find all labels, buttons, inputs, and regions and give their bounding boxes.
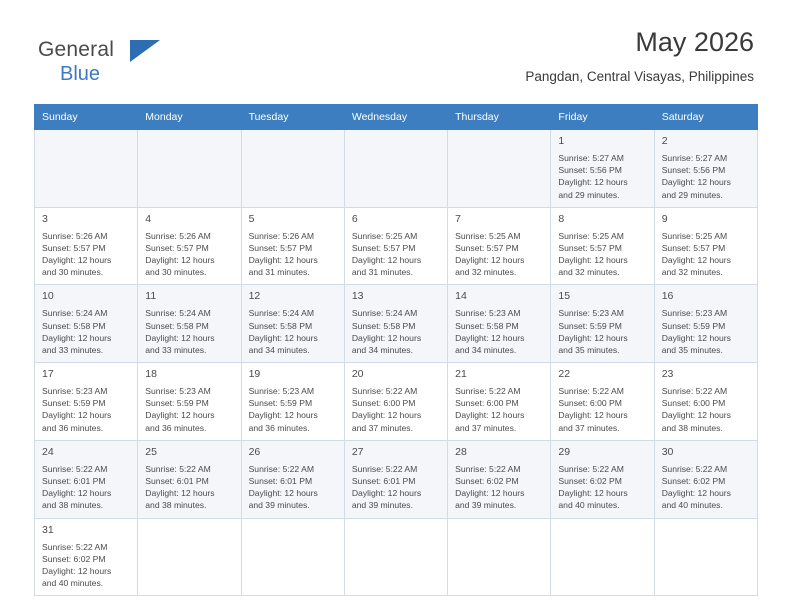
day-info-line: and 30 minutes. xyxy=(145,267,207,278)
day-info-line: and 39 minutes. xyxy=(351,500,413,511)
day-info-line: and 37 minutes. xyxy=(351,422,413,433)
calendar-day-cell[interactable] xyxy=(654,285,757,363)
day-info-line: Sunset: 5:58 PM xyxy=(248,320,313,331)
day-number: 2 xyxy=(661,135,668,147)
day-info-line: Daylight: 12 hours xyxy=(42,565,112,576)
day-info-line: Sunrise: 5:22 AM xyxy=(455,386,521,397)
day-info-line: and 35 minutes. xyxy=(661,344,723,355)
day-number: 29 xyxy=(558,445,571,458)
day-info-line: and 38 minutes. xyxy=(661,422,723,433)
day-info-line: Sunset: 6:01 PM xyxy=(42,475,106,486)
day-info-line: Sunset: 6:01 PM xyxy=(145,475,209,486)
day-info-line: Sunrise: 5:25 AM xyxy=(455,230,521,241)
day-info-line: Daylight: 12 hours xyxy=(558,410,628,421)
day-info-line: Sunrise: 5:26 AM xyxy=(42,230,108,241)
weekday-header-row xyxy=(35,105,758,130)
day-number: 6 xyxy=(351,212,358,225)
day-number: 3 xyxy=(42,212,48,225)
day-info-line: Daylight: 12 hours xyxy=(455,410,525,421)
day-info-line: Sunset: 5:58 PM xyxy=(351,320,416,331)
calendar-empty-cell xyxy=(138,518,241,596)
day-number: 23 xyxy=(661,368,674,381)
day-info-line: Sunrise: 5:22 AM xyxy=(145,463,211,474)
day-info-line: Daylight: 12 hours xyxy=(661,410,731,421)
calendar-week-row xyxy=(35,130,758,208)
calendar-week-row xyxy=(35,440,758,518)
day-number: 31 xyxy=(42,523,54,536)
day-info-line: Daylight: 12 hours xyxy=(145,255,215,266)
calendar-empty-cell xyxy=(344,518,447,596)
day-info-line: and 38 minutes. xyxy=(145,500,207,511)
page-header xyxy=(34,22,758,96)
calendar-day-cell[interactable] xyxy=(551,130,654,208)
day-info-line: Daylight: 12 hours xyxy=(42,410,112,421)
day-info-line: Sunset: 5:59 PM xyxy=(558,320,622,331)
day-number: 22 xyxy=(558,368,571,381)
day-info-line: Daylight: 12 hours xyxy=(42,255,112,266)
calendar-empty-cell xyxy=(241,518,344,596)
day-info-line: Daylight: 12 hours xyxy=(248,488,318,499)
day-info-line: Sunset: 6:01 PM xyxy=(248,475,313,486)
calendar-day-cell[interactable] xyxy=(654,440,757,518)
day-info-line: Daylight: 12 hours xyxy=(455,488,525,499)
day-number: 18 xyxy=(145,368,157,381)
blue-flag-icon xyxy=(130,40,160,62)
day-info-line: Sunrise: 5:23 AM xyxy=(661,308,728,319)
day-info-line: Sunset: 6:02 PM xyxy=(42,553,106,564)
calendar-day-cell[interactable] xyxy=(138,207,241,285)
day-info-line: Sunrise: 5:22 AM xyxy=(558,463,624,474)
weekday-header-tuesday: Tuesday xyxy=(241,105,344,130)
day-number: 24 xyxy=(42,445,54,458)
day-info-line: Sunset: 5:59 PM xyxy=(42,398,106,409)
calendar-empty-cell xyxy=(551,518,654,596)
day-info-line: Sunrise: 5:22 AM xyxy=(558,386,624,397)
calendar-week-row xyxy=(35,518,758,596)
day-info-line: and 32 minutes. xyxy=(455,267,517,278)
day-info-line: Sunset: 5:56 PM xyxy=(558,165,622,176)
calendar-day-cell[interactable] xyxy=(344,440,447,518)
day-info-line: Sunrise: 5:25 AM xyxy=(351,230,418,241)
calendar-empty-cell xyxy=(138,130,241,208)
day-info-line: Sunset: 5:58 PM xyxy=(455,320,519,331)
calendar-day-cell[interactable] xyxy=(241,207,344,285)
title-block xyxy=(525,28,754,84)
day-number: 21 xyxy=(455,368,467,381)
day-info-line: Sunrise: 5:27 AM xyxy=(558,152,624,163)
day-info-line: and 34 minutes. xyxy=(455,344,517,355)
weekday-header-wednesday: Wednesday xyxy=(344,105,447,130)
day-info-line: Sunrise: 5:22 AM xyxy=(661,386,728,397)
day-number: 7 xyxy=(455,212,461,225)
calendar-day-cell[interactable] xyxy=(35,285,138,363)
day-number: 1 xyxy=(558,135,565,147)
calendar-day-cell[interactable] xyxy=(551,363,654,441)
logo-word-general: General xyxy=(38,38,115,61)
day-info-line: Sunrise: 5:24 AM xyxy=(145,308,211,319)
calendar-body xyxy=(35,130,758,596)
day-info-line: Sunrise: 5:22 AM xyxy=(661,463,728,474)
day-info-line: Sunrise: 5:24 AM xyxy=(248,308,315,319)
day-info-line: Daylight: 12 hours xyxy=(558,177,628,188)
calendar-day-cell[interactable] xyxy=(448,440,551,518)
day-info-line: Sunset: 6:01 PM xyxy=(351,475,416,486)
calendar-empty-cell xyxy=(448,518,551,596)
day-info-line: Daylight: 12 hours xyxy=(42,488,112,499)
day-info-line: Sunrise: 5:22 AM xyxy=(351,386,418,397)
day-info-line: Daylight: 12 hours xyxy=(351,410,422,421)
day-info-line: Sunrise: 5:23 AM xyxy=(42,386,108,397)
day-info-line: Sunrise: 5:23 AM xyxy=(558,308,624,319)
calendar-day-cell[interactable] xyxy=(448,285,551,363)
day-info-line: Sunrise: 5:24 AM xyxy=(42,308,108,319)
day-info-line: Sunset: 6:02 PM xyxy=(455,475,519,486)
day-info-line: Daylight: 12 hours xyxy=(145,332,215,343)
day-info-line: Sunset: 5:57 PM xyxy=(455,242,519,253)
day-info-line: Sunset: 6:00 PM xyxy=(661,398,726,409)
calendar-empty-cell xyxy=(344,130,447,208)
calendar-day-cell[interactable] xyxy=(344,207,447,285)
calendar-day-cell[interactable] xyxy=(138,440,241,518)
day-info-line: Sunset: 5:59 PM xyxy=(248,398,313,409)
logo-word-blue: Blue xyxy=(60,63,101,85)
day-number: 4 xyxy=(145,212,152,225)
day-info-line: and 40 minutes. xyxy=(558,500,620,511)
general-blue-logo xyxy=(38,38,238,94)
day-number: 16 xyxy=(661,290,674,303)
day-info-line: Sunrise: 5:22 AM xyxy=(351,463,418,474)
day-info-line: Sunset: 6:00 PM xyxy=(351,398,416,409)
day-number: 13 xyxy=(351,290,364,303)
day-info-line: and 33 minutes. xyxy=(42,344,104,355)
calendar-day-cell[interactable] xyxy=(138,285,241,363)
day-info-line: Sunrise: 5:22 AM xyxy=(42,541,108,552)
day-info-line: Daylight: 12 hours xyxy=(558,255,628,266)
day-info-line: and 29 minutes. xyxy=(661,189,723,200)
day-number: 8 xyxy=(558,212,565,225)
day-info-line: and 34 minutes. xyxy=(351,344,413,355)
day-number: 27 xyxy=(351,445,364,458)
calendar-day-cell[interactable] xyxy=(35,363,138,441)
day-number: 17 xyxy=(42,368,54,381)
day-info-line: and 40 minutes. xyxy=(42,578,104,589)
day-info-line: Daylight: 12 hours xyxy=(558,332,628,343)
day-number: 28 xyxy=(455,445,467,458)
day-number: 26 xyxy=(248,445,261,458)
weekday-header-thursday: Thursday xyxy=(448,105,551,130)
calendar-day-cell[interactable] xyxy=(551,207,654,285)
calendar-day-cell[interactable] xyxy=(241,285,344,363)
day-info-line: Sunset: 6:02 PM xyxy=(661,475,726,486)
day-info-line: and 30 minutes. xyxy=(42,267,104,278)
day-info-line: Sunset: 5:56 PM xyxy=(661,165,726,176)
day-info-line: Sunrise: 5:27 AM xyxy=(661,152,728,163)
day-info-line: Sunrise: 5:23 AM xyxy=(455,308,521,319)
day-info-line: and 36 minutes. xyxy=(42,422,104,433)
calendar-empty-cell xyxy=(654,518,757,596)
day-info-line: Daylight: 12 hours xyxy=(661,332,731,343)
calendar-day-cell[interactable] xyxy=(654,207,757,285)
day-info-line: Sunset: 5:59 PM xyxy=(145,398,209,409)
day-info-line: Daylight: 12 hours xyxy=(455,332,525,343)
day-number: 15 xyxy=(558,290,571,303)
location-subtitle: Pangdan, Central Visayas, Philippines xyxy=(525,68,754,84)
day-info-line: Sunset: 5:57 PM xyxy=(661,242,726,253)
calendar-empty-cell xyxy=(448,130,551,208)
day-number: 14 xyxy=(455,290,467,303)
calendar-day-cell[interactable] xyxy=(654,363,757,441)
day-info-line: Daylight: 12 hours xyxy=(661,255,731,266)
day-info-line: and 36 minutes. xyxy=(145,422,207,433)
day-info-line: Daylight: 12 hours xyxy=(661,488,731,499)
day-info-line: Sunset: 5:58 PM xyxy=(42,320,106,331)
day-info-line: Daylight: 12 hours xyxy=(248,332,318,343)
calendar-day-cell[interactable] xyxy=(344,363,447,441)
day-info-line: Daylight: 12 hours xyxy=(558,488,628,499)
calendar-empty-cell xyxy=(35,130,138,208)
calendar-day-cell[interactable] xyxy=(241,363,344,441)
day-info-line: and 37 minutes. xyxy=(558,422,620,433)
day-number: 25 xyxy=(145,445,157,458)
calendar-day-cell[interactable] xyxy=(551,285,654,363)
day-info-line: and 35 minutes. xyxy=(558,344,620,355)
day-info-line: and 33 minutes. xyxy=(145,344,207,355)
day-info-line: Daylight: 12 hours xyxy=(42,332,112,343)
weekday-header-sunday: Sunday xyxy=(35,105,138,130)
day-info-line: Daylight: 12 hours xyxy=(351,332,422,343)
day-info-line: Sunrise: 5:23 AM xyxy=(248,386,315,397)
day-info-line: Daylight: 12 hours xyxy=(351,488,422,499)
day-info-line: and 39 minutes. xyxy=(455,500,517,511)
weekday-header-saturday: Saturday xyxy=(654,105,757,130)
day-info-line: and 32 minutes. xyxy=(661,267,723,278)
calendar-day-cell[interactable] xyxy=(448,207,551,285)
calendar-day-cell[interactable] xyxy=(241,440,344,518)
day-info-line: Daylight: 12 hours xyxy=(351,255,422,266)
day-info-line: Daylight: 12 hours xyxy=(248,255,318,266)
day-info-line: Sunset: 5:58 PM xyxy=(145,320,209,331)
day-info-line: and 29 minutes. xyxy=(558,189,620,200)
day-info-line: Sunset: 5:57 PM xyxy=(558,242,622,253)
day-number: 20 xyxy=(351,368,364,381)
day-number: 19 xyxy=(248,368,261,381)
day-info-line: and 34 minutes. xyxy=(248,344,310,355)
day-info-line: and 36 minutes. xyxy=(248,422,310,433)
day-number: 10 xyxy=(42,290,54,303)
day-info-line: Sunrise: 5:24 AM xyxy=(351,308,418,319)
day-info-line: Daylight: 12 hours xyxy=(455,255,525,266)
day-info-line: Sunset: 5:57 PM xyxy=(42,242,106,253)
day-number: 11 xyxy=(145,290,157,303)
day-info-line: Sunrise: 5:25 AM xyxy=(661,230,728,241)
calendar-day-cell[interactable] xyxy=(138,363,241,441)
day-info-line: Sunrise: 5:22 AM xyxy=(455,463,521,474)
day-info-line: Daylight: 12 hours xyxy=(248,410,318,421)
day-info-line: Sunset: 6:00 PM xyxy=(455,398,519,409)
calendar-week-row xyxy=(35,363,758,441)
calendar-day-cell[interactable] xyxy=(448,363,551,441)
day-info-line: Sunrise: 5:26 AM xyxy=(248,230,315,241)
calendar-day-cell[interactable] xyxy=(35,440,138,518)
day-number: 5 xyxy=(248,212,255,225)
day-info-line: and 32 minutes. xyxy=(558,267,620,278)
calendar-day-cell[interactable] xyxy=(35,518,138,596)
sunrise-sunset-calendar-table xyxy=(34,104,758,596)
day-info-line: Sunrise: 5:23 AM xyxy=(145,386,211,397)
day-info-line: Sunset: 5:57 PM xyxy=(145,242,209,253)
weekday-header-friday: Friday xyxy=(551,105,654,130)
calendar-week-row xyxy=(35,285,758,363)
day-number: 30 xyxy=(661,445,674,458)
day-info-line: Sunset: 6:00 PM xyxy=(558,398,622,409)
day-info-line: Sunrise: 5:26 AM xyxy=(145,230,211,241)
day-number: 12 xyxy=(248,290,261,303)
day-info-line: and 31 minutes. xyxy=(351,267,413,278)
calendar-week-row xyxy=(35,207,758,285)
day-info-line: Sunrise: 5:25 AM xyxy=(558,230,624,241)
calendar-day-cell[interactable] xyxy=(654,130,757,208)
day-info-line: Daylight: 12 hours xyxy=(145,488,215,499)
day-info-line: Sunrise: 5:22 AM xyxy=(248,463,315,474)
day-info-line: and 39 minutes. xyxy=(248,500,310,511)
page-title: May 2026 xyxy=(635,27,754,57)
day-info-line: and 38 minutes. xyxy=(42,500,104,511)
calendar-empty-cell xyxy=(241,130,344,208)
day-info-line: Sunset: 5:57 PM xyxy=(248,242,313,253)
day-info-line: and 40 minutes. xyxy=(661,500,723,511)
day-info-line: Sunset: 5:57 PM xyxy=(351,242,416,253)
day-info-line: Sunset: 6:02 PM xyxy=(558,475,622,486)
calendar-day-cell[interactable] xyxy=(551,440,654,518)
calendar-day-cell[interactable] xyxy=(344,285,447,363)
day-number: 9 xyxy=(661,212,668,225)
day-info-line: Sunrise: 5:22 AM xyxy=(42,463,108,474)
day-info-line: and 31 minutes. xyxy=(248,267,310,278)
day-info-line: and 37 minutes. xyxy=(455,422,517,433)
weekday-header-monday: Monday xyxy=(138,105,241,130)
day-info-line: Sunset: 5:59 PM xyxy=(661,320,726,331)
calendar-day-cell[interactable] xyxy=(35,207,138,285)
day-info-line: Daylight: 12 hours xyxy=(661,177,731,188)
day-info-line: Daylight: 12 hours xyxy=(145,410,215,421)
